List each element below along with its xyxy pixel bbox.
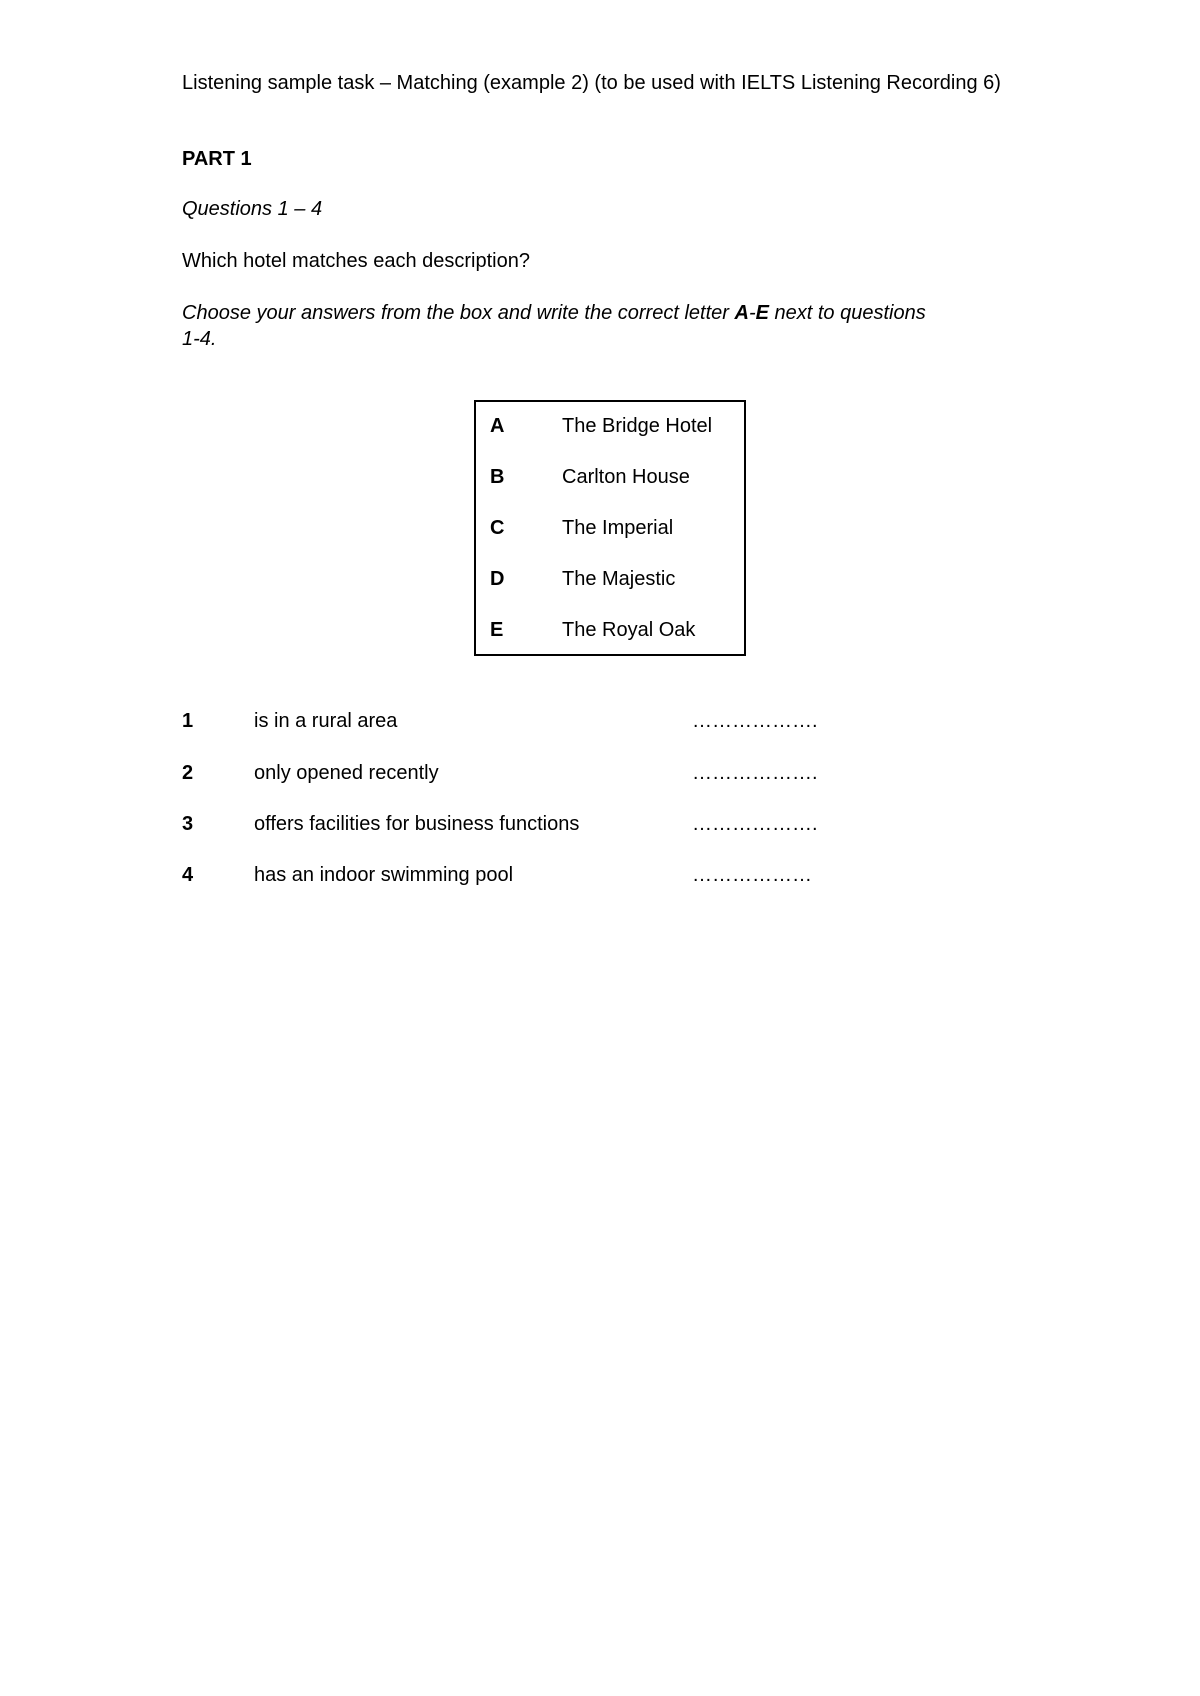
page-header: Listening sample task – Matching (example 2) (to be used with IELTS Listening Recording 6) [182,72,1001,94]
question-item [182,864,862,894]
option-name: The Royal Oak [562,619,696,641]
question-item [182,710,862,740]
instructions-text: Choose your answers from the box and write the correct letter [182,302,735,324]
question-prompt: Which hotel matches each description? [182,250,530,272]
question-number: 1 [182,710,194,732]
option-letter: B [490,466,505,488]
options-box [474,400,746,656]
option-row [476,517,744,547]
question-number: 3 [182,813,194,835]
instructions-dash: - [748,302,756,324]
option-row [476,619,744,649]
option-row [476,568,744,598]
option-row [476,415,744,445]
answer-blank: ……………… [692,864,812,886]
option-letter: E [490,619,504,641]
option-letter: C [490,517,505,539]
instructions-letter-from: A [734,302,749,324]
question-text: is in a rural area [254,710,398,732]
part-title: PART 1 [182,148,252,170]
question-text: has an indoor swimming pool [254,864,514,886]
option-letter: A [490,415,505,437]
instructions-text-end: next to questions 1-4. [182,302,926,350]
instructions [182,300,942,352]
question-text: offers facilities for business functions [254,813,580,835]
question-text: only opened recently [254,762,439,784]
option-name: The Majestic [562,568,676,590]
question-item [182,813,862,843]
answer-blank: ………………. [692,813,818,835]
question-item [182,762,862,792]
option-name: Carlton House [562,466,690,488]
instructions-letter-to: E [755,302,769,324]
question-number: 4 [182,864,194,886]
option-name: The Bridge Hotel [562,415,713,437]
option-letter: D [490,568,505,590]
option-row [476,466,744,496]
questions-range: Questions 1 – 4 [182,198,323,220]
answer-blank: ………………. [692,710,818,732]
question-number: 2 [182,762,194,784]
option-name: The Imperial [562,517,674,539]
answer-blank: ………………. [692,762,818,784]
